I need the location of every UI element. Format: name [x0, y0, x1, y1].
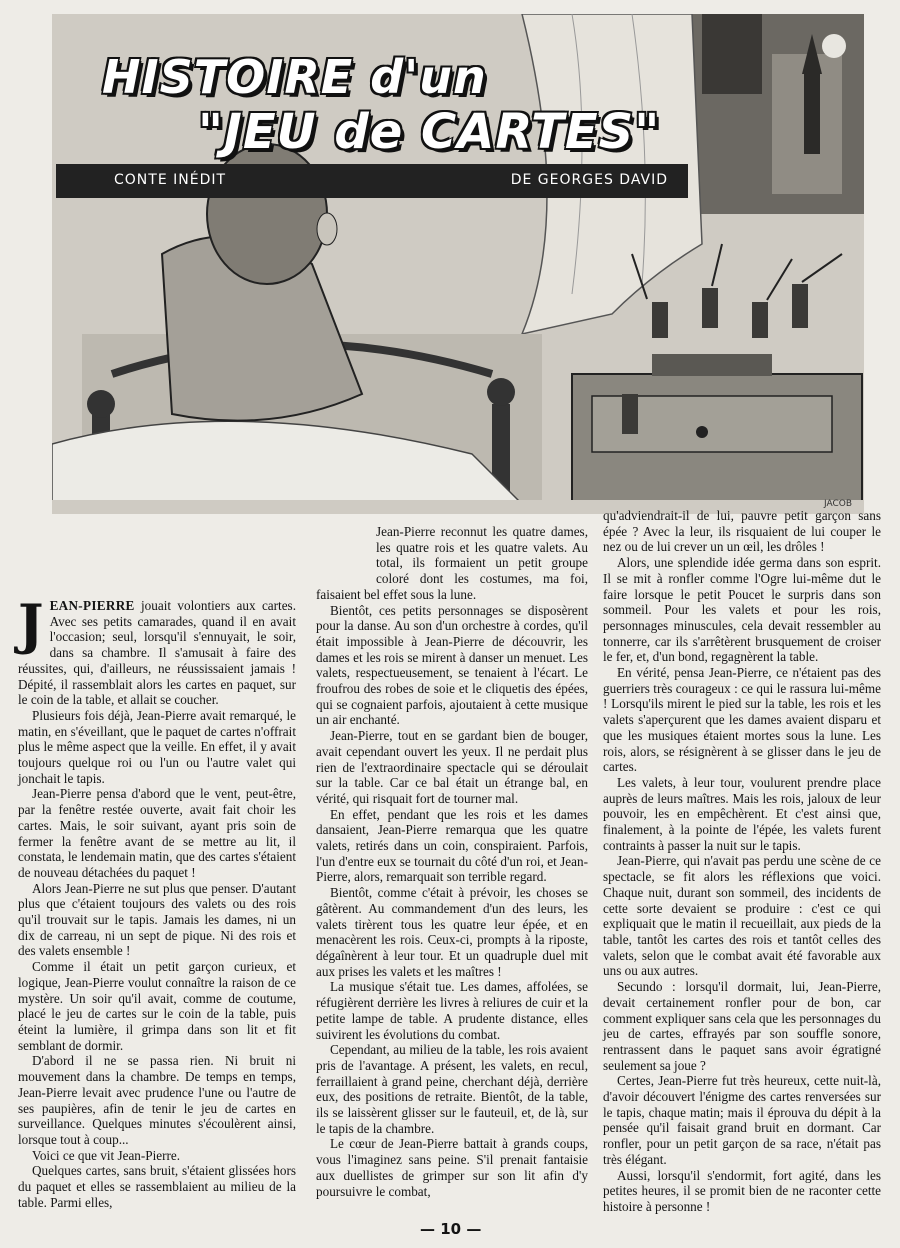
paragraph: Jean-Pierre, tout en se gardant bien de bouger, avait cependant ouvert les yeux. Il ne perdait plus rien de l'extraordinaire spectacle qui se déroulait sur la table. Car ce bal était un étrange bal, en vérité, qui risquait fort de tourner mal. [316, 728, 588, 806]
paragraph: Secundo : lorsqu'il dormait, lui, Jean-Pierre, devait certainement ronfler pour de bon, car comment expliquer sans cela que les personnages du jeu de cartes, effrayés par son souffle sonore, rentrassent dans le paquet sans avoir égratigné seulement sa joue ? [603, 979, 881, 1073]
artist-signature: JACOB [824, 499, 853, 509]
paragraph: En vérité, pensa Jean-Pierre, ce n'étaient pas des guerriers très courageux : ce qui le rassura lui-même ! Lorsqu'ils mirent le pied sur la table, les rois et les valets s'aperçurent que les dames avaient disparu et que les musiques étaient mortes sous la lune. Les rois, alors, se résignèrent à se glisser dans le jeu de cartes. [603, 665, 881, 775]
paragraph: Jean-Pierre, qui n'avait pas perdu une scène de ce spectacle, se fit alors les réflexions que voici. Chaque nuit, durant son sommeil, des incidents de cette sorte devaient se produire : c'est ce qui expliquait que le matin il recueillait, aux pieds de la table, tantôt les cartes des rois et tantôt celles des valets, selon que le combat avait été favorable aux uns ou aux autres. [603, 853, 881, 979]
paragraph: D'abord il ne se passa rien. Ni bruit ni mouvement dans la chambre. De temps en temps, Jean-Pierre levait avec prudence l'une ou l'autre de ses paupières, afin de tenir le jeu de cartes en surveillance. Quelques minutes s'écoulèrent ainsi, lorsque tout à coup... [18, 1053, 296, 1147]
paragraph: Le cœur de Jean-Pierre battait à grands coups, vous l'imaginez sans peine. S'il prenait fantaisie aux duellistes de grimper sur son lit afin d'y poursuivre le combat, [316, 1136, 588, 1199]
paragraph: Jean-Pierre pensa d'abord que le vent, peut-être, par la fenêtre restée ouverte, avait fait choir les cartes. Mais, le soir suivant, ayant pris soin de fermer la fenêtre avant de se mettre au lit, il constata, le lendemain matin, que des cartes s'étaient de nouveau détachées du paquet ! [18, 786, 296, 880]
text-column-3 [603, 508, 881, 1215]
paragraph: Certes, Jean-Pierre fut très heureux, cette nuit-là, d'avoir découvert l'énigme des cartes renversées sur le tapis, chaque matin; mais il éprouva du dépit à la pensée qu'il faisait grand bruit en dormant. Car ronfler, pour un petit garçon de sa race, n'était pas très élégant. [603, 1073, 881, 1167]
page-number: — 10 — [420, 1220, 482, 1238]
paragraph-text: jouait volontiers aux cartes. Avec ses petits camarades, quand il en avait l'occasion; seul, lorsqu'il s'ennuyait, le soir, dans sa chambre. Il s'amusait à faire des réussites, qui, d'ailleurs, ne réussissaient jamais ! Dépité, il rassemblait alors les cartes en paquet, sur le coin de la table, et allait se coucher. [18, 598, 296, 708]
paragraph [18, 592, 296, 708]
paragraph: Bientôt, ces petits personnages se disposèrent pour la danse. Au son d'un orchestre à cordes, qu'il était impossible à Jean-Pierre de découvrir, les dames et les rois se mirent à danser un menuet. Les valets, respectueusement, se tenaient à l'écart. Le froufrou des robes de soie et le cliquetis des épées, qui se cognaient parfois, ajoutaient à cette musique un air enchanté. [316, 602, 588, 728]
paragraph: Cependant, au milieu de la table, les rois avaient pris de l'avantage. A présent, les valets, en recul, ferraillaient à grand peine, cherchant déjà, derrière eux, des positions de retraite. Bientôt, de la table, ils se laissèrent glisser sur le fauteuil, et, de là, sur le tapis de la chambre. [316, 1042, 588, 1136]
paragraph: qu'adviendrait-il de lui, pauvre petit garçon sans épée ? Avec la leur, ils risquaient de lui couper le nez ou de lui crever un un œil, les drôles ! [603, 508, 881, 555]
paragraph: Quelques cartes, sans bruit, s'étaient glissées hors du paquet et elles se rassemblaient au milieu de la table. Parmi elles, [18, 1163, 296, 1210]
story-title-line1: HISTOIRE d'un [102, 50, 487, 104]
byline-bar [56, 164, 688, 198]
subtitle-genre: CONTE INÉDIT [114, 172, 227, 188]
paragraph: Comme il était un petit garçon curieux, et logique, Jean-Pierre voulut connaître la raison de ce mystère. Un soir qu'il avait, comme de coutume, placé le jeu de cartes sur le coin de la table, puis éteint la lumière, il grimpa dans son lit et fit semblant de dormir. [18, 959, 296, 1053]
paragraph: Les valets, à leur tour, voulurent prendre place auprès de leurs maîtres. Mais les rois, jaloux de leur pouvoir, les en empêchèrent. Et c'est ainsi que, finalement, à la pointe de l'épée, les valets furent contraints à passer la nuit sur le tapis. [603, 774, 881, 853]
paragraph: Alors, une splendide idée germa dans son esprit. Il se mit à ronfler comme l'Ogre lui-même dut le faire lorsque le petit Poucet le surpris dans son sommeil. Pour les valets et pour les rois, personnages minuscules, cela devait ressembler au tonnerre, car ils s'arrêtèrent brusquement de croiser le fer, et, d'un bond, regagnèrent la table. [603, 555, 881, 665]
paragraph: Voici ce que vit Jean-Pierre. [32, 1147, 181, 1163]
text-column-2 [316, 524, 588, 1199]
paragraph: Jean-Pierre reconnut les quatre dames, les quatre rois et les quatre valets. Au total, ils formaient un petit groupe coloré dont les costumes, ma foi, faisaient bel effet sous la lune. [316, 524, 588, 602]
illustration-overhang [316, 524, 376, 584]
paragraph: Aussi, lorsqu'il s'endormit, fort agité, dans les petites heures, il se promit bien de ne raconter cette histoire à personne ! [603, 1167, 881, 1214]
text-column-1 [18, 592, 296, 1210]
paragraph: Plusieurs fois déjà, Jean-Pierre avait remarqué, le matin, en s'éveillant, que le paquet de cartes n'offrait plus le même aspect que la veille. En effet, il y avait toujours quelque roi ou l'un ou l'autre valet qui jonchait le tapis. [18, 707, 296, 786]
paragraph: En effet, pendant que les rois et les dames dansaient, Jean-Pierre remarqua que les quatre valets, retirés dans un coin, conspiraient. Parfois, l'un d'entre eux se tournait du côté d'un roi, et Jean-Pierre, alors, remarquait son terrible regard. [316, 806, 588, 885]
paragraph: Alors Jean-Pierre ne sut plus que penser. D'autant plus que c'étaient toujours des valets ou des rois qu'il trouvait sur le tapis. Jamais les dames, ni un dix de carreau, ni un sept de pique. Ni des rois et des valets ensemble ! [18, 880, 296, 959]
lead-word: EAN-PIERRE [49, 598, 135, 613]
paragraph: La musique s'était tue. Les dames, affolées, se réfugièrent derrière les livres à reliures de cuir et la petite lampe de table. A prudente distance, elles suivirent les évolutions du combat. [316, 979, 588, 1042]
drop-cap: J [18, 592, 44, 656]
subtitle-author: DE GEORGES DAVID [510, 172, 668, 188]
story-title-line2: "JEU de CARTES" [198, 104, 661, 160]
paragraph: Bientôt, comme c'était à prévoir, les choses se gâtèrent. Au commandement d'un des leurs, les valets tirèrent tous les quatre leur épée, et en menacèrent les rois. Ceux-ci, prompts à la riposte, dégaînèrent à leur tour. Et un quadruple duel mit aux prises les valets et les maîtres ! [316, 885, 588, 979]
